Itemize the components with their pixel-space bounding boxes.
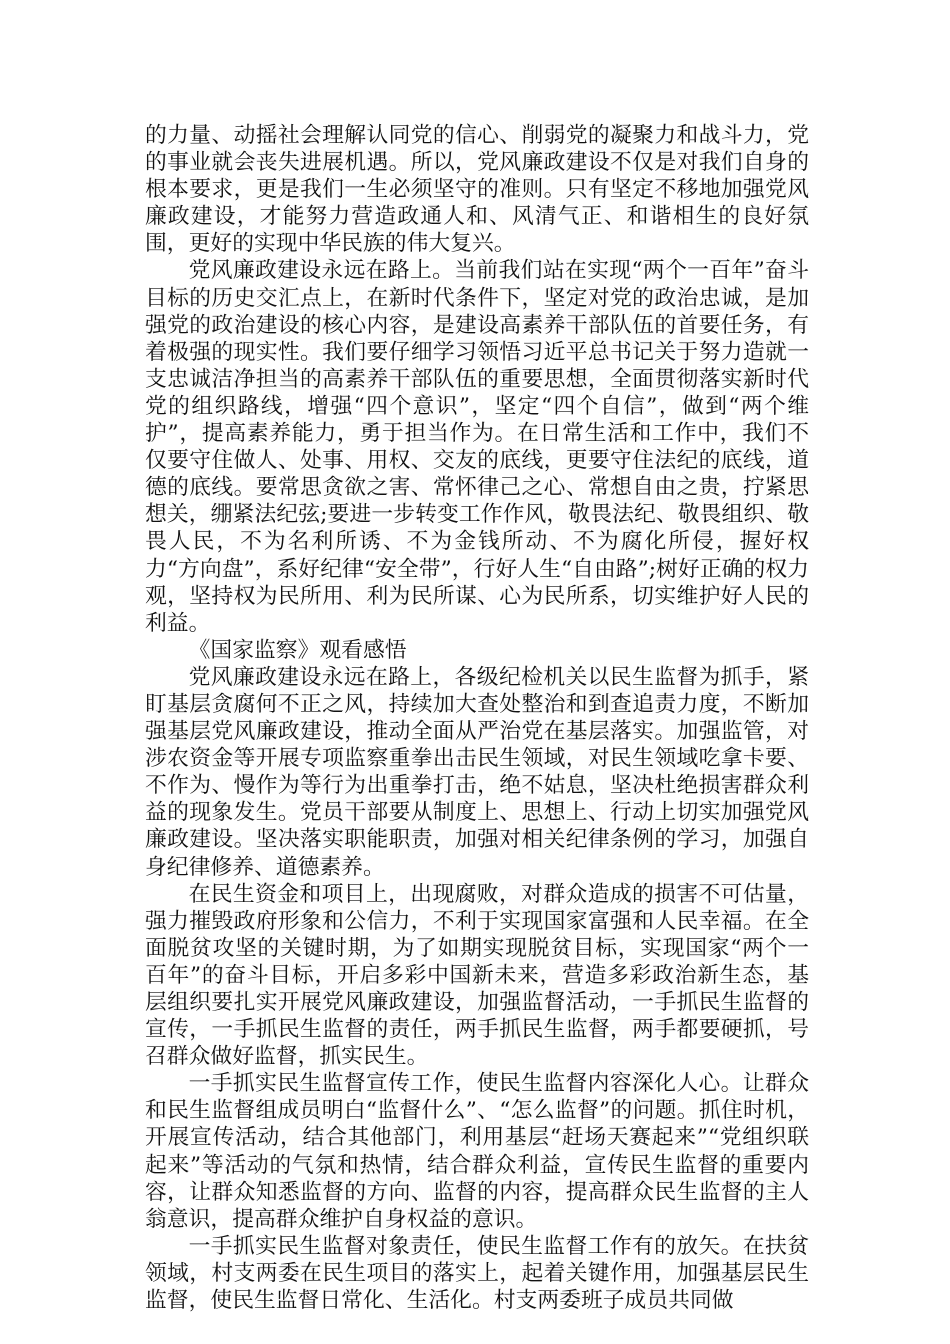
paragraph-1: 的力量、动摇社会理解认同党的信心、削弱党的凝聚力和战斗力，党的事业就会丧失进展机遇。所以，党风廉政建设不仅是对我们自身的根本要求，更是我们一生必须坚守的准则。只有坚定不移地加强党风廉政建设，才能努力营造政通人和、风清气正、和谐相生的良好氛围，更好的实现中华民族的伟大复兴。	[145, 123, 809, 257]
section-heading: 《国家监察》观看感悟	[188, 637, 407, 663]
paragraph-4: 在民生资金和项目上，出现腐败，对群众造成的损害不可估量，强力摧毁政府形象和公信力，不利于实现国家富强和人民幸福。在全面脱贫攻坚的关键时期，为了如期实现脱贫目标，实现国家“两个一百年”的奋斗目标，开启多彩中国新未来，营造多彩政治新生态，基层组织要扎实开展党风廉政建设，加强监督活动，一手抓民生监督的宣传，一手抓民生监督的责任，两手抓民生监督，两手都要硬抓，号召群众做好监督，抓实民生。	[145, 881, 809, 1070]
paragraph-6: 一手抓实民生监督对象责任，使民生监督工作有的放矢。在扶贫领域，村支两委在民生项目的落实上，起着关键作用，加强基层民生监督，使民生监督日常化、生活化。村支两委班子成员共同做	[145, 1233, 809, 1314]
paragraph-5: 一手抓实民生监督宣传工作，使民生监督内容深化人心。让群众和民生监督组成员明白“监督什么”、“怎么监督”的问题。抓住时机，开展宣传活动，结合其他部门，利用基层“赶场天赛起来”“党组织联起来”等活动的气氛和热情，结合群众利益，宣传民生监督的重要内容，让群众知悉监督的方向、监督的内容，提高群众民生监督的主人翁意识，提高群众维护自身权益的意识。	[145, 1071, 809, 1232]
paragraph-3: 党风廉政建设永远在路上，各级纪检机关以民生监督为抓手，紧盯基层贪腐何不正之风，持续加大查处整治和到查追责力度，不断加强基层党风廉政建设，推动全面从严治党在基层落实。加强监管，对涉农资金等开展专项监察重拳出击民生领域，对民生领域吃拿卡要、不作为、慢作为等行为出重拳打击，绝不姑息，坚决杜绝损害群众利益的现象发生。党员干部要从制度上、思想上、行动上切实加强党风廉政建设。坚决落实职能职责，加强对相关纪律条例的学习，加强自身纪律修养、道德素养。	[145, 664, 809, 880]
document-page	[145, 122, 809, 1314]
paragraph-2: 党风廉政建设永远在路上。当前我们站在实现“两个一百年”奋斗目标的历史交汇点上，在新时代条件下，坚定对党的政治忠诚，是加强党的政治建设的核心内容，是建设高素养干部队伍的首要任务，有着极强的现实性。我们要仔细学习领悟习近平总书记关于努力造就一支忠诚洁净担当的高素养干部队伍的重要思想，全面贯彻落实新时代党的组织路线，增强“四个意识”，坚定“四个自信”，做到“两个维护”，提高素养能力，勇于担当作为。在日常生活和工作中，我们不仅要守住做人、处事、用权、交友的底线，更要守住法纪的底线，道德的底线。要常思贪欲之害、常怀律己之心、常想自由之贵，拧紧思想关，绷紧法纪弦;要进一步转变工作作风，敬畏法纪、敬畏组织、敬畏人民，不为名利所诱、不为金钱所动、不为腐化所侵，握好权力“方向盘”，系好纪律“安全带”，行好人生“自由路”;树好正确的权力观，坚持权为民所用、利为民所谋、心为民所系，切实维护好人民的利益。	[145, 258, 809, 636]
